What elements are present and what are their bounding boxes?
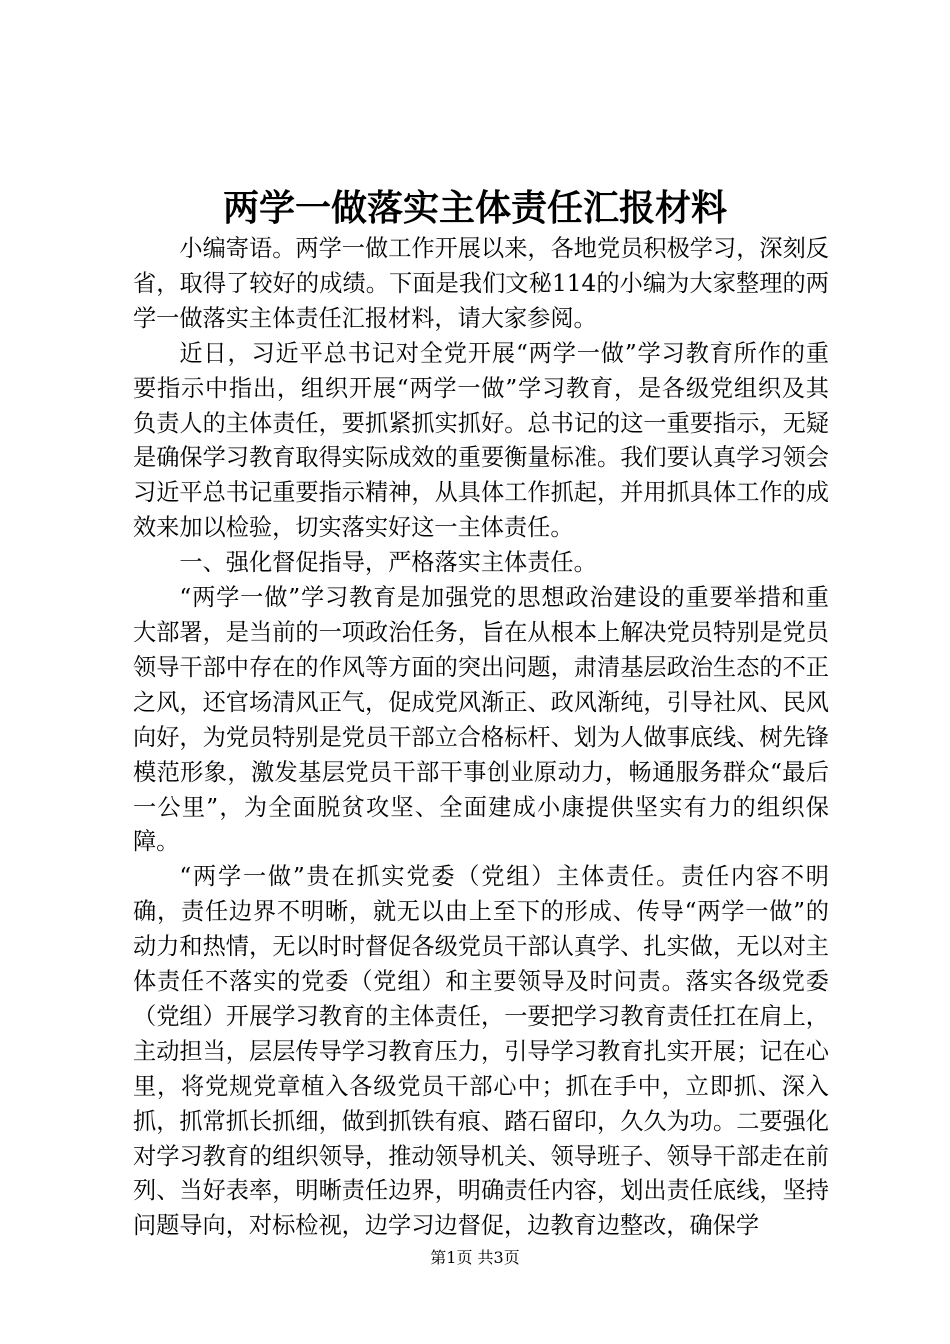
section-heading-1: 一、强化督促指导，严格落实主体责任。 [179,549,597,577]
page-number-footer: 第1页 共3页 [430,1248,520,1267]
paragraph-responsibility: “两学一做”贵在抓实党委（党组）主体责任。责任内容不明确，责任边界不明晰，就无以由上至下的形成、传导“两学一做”的动力和热情，无以时时督促各级党员干部认真学、扎实做，无以对主体责任不落实的党委（党组）和主要领导及时问责。落实各级党委（党组）开展学习教育的主体责任，一要把学习教育责任扛在肩上，主动担当，层层传导学习教育压力，引导学习教育扎实开展；记在心里，将党规党章植入各级党员干部心中；抓在手中，立即抓、深入抓，抓常抓长抓细，做到抓铁有痕、踏石留印，久久为功。二要强化对学习教育的组织领导，推动领导机关、领导班子、领导干部走在前列、当好表率，明晰责任边界，明确责任内容，划出责任底线，坚持问题导向，对标检视，边学习边督促，边教育边整改，确保学 [133,863,829,1240]
document-body [133,232,829,1244]
paragraph-significance: “两学一做”学习教育是加强党的思想政治建设的重要举措和重大部署，是当前的一项政治任务，旨在从根本上解决党员特别是党员领导干部中存在的作风等方面的突出问题，肃清基层政治生态的不正之风，还官场清风正气，促成党风渐正、政风渐纯，引导社风、民风向好，为党员特别是党员干部立合格标杆、划为人做事底线、树先锋模范形象，激发基层党员干部干事创业原动力，畅通服务群众“最后一公里”，为全面脱贫攻坚、全面建成小康提供坚实有力的组织保障。 [133,584,829,856]
document-title: 两学一做落实主体责任汇报材料 [222,187,727,229]
paragraph-intro: 小编寄语。两学一做工作开展以来，各地党员积极学习，深刻反省，取得了较好的成绩。下面是我们文秘114的小编为大家整理的两学一做落实主体责任汇报材料，请大家参阅。 [133,235,829,332]
paragraph-instruction: 近日，习近平总书记对全党开展“两学一做”学习教育所作的重要指示中指出，组织开展“两学一做”学习教育，是各级党组织及其负责人的主体责任，要抓紧抓实抓好。总书记的这一重要指示，无疑是确保学习教育取得实际成效的重要衡量标准。我们要认真学习领会习近平总书记重要指示精神，从具体工作抓起，并用抓具体工作的成效来加以检验，切实落实好这一主体责任。 [133,339,829,542]
